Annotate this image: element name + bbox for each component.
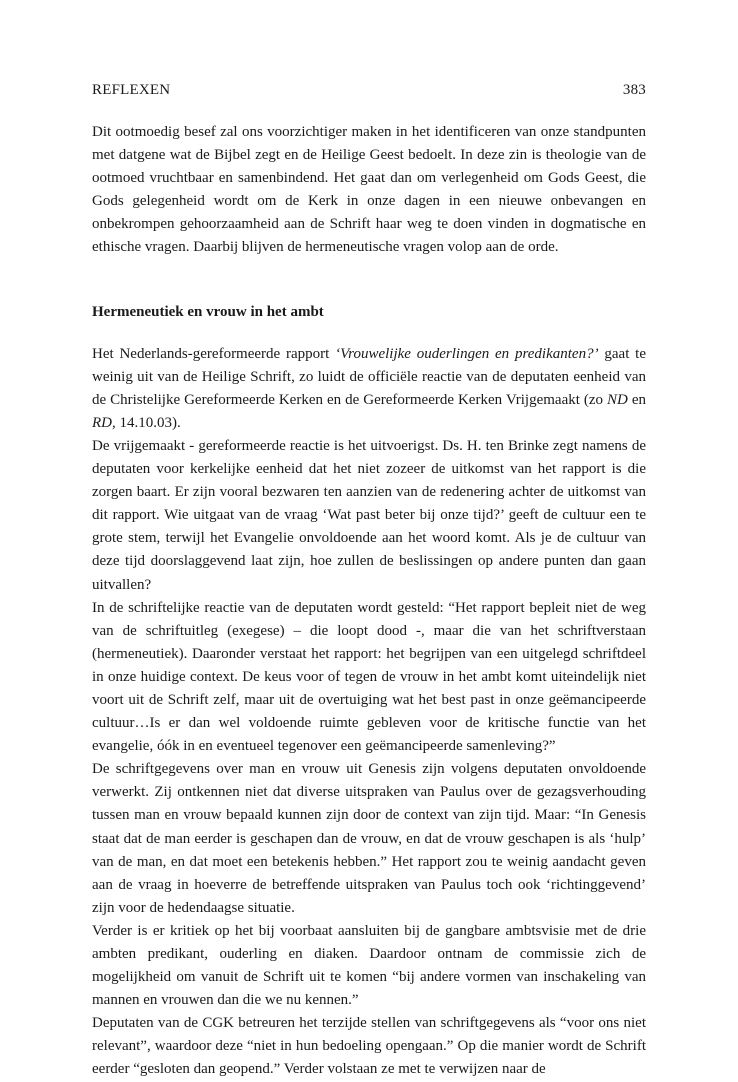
- intro-paragraph: Dit ootmoedig besef zal ons voorzichtiger maken in het identificeren van onze standpunten met datgene wat de Bijbel zegt en de Heilige Geest bedoelt. In deze zin is theologie van de ootmoed vruchtbaar en samenbindend. Het gaat dan om verlegenheid om Gods Geest, die Gods gelegenheid wordt om de Kerk in onze dagen in een nieuwe onbevangen en onbekrompen gehoorzaamheid aan de Schrift haar weg te doen vinden in dogmatische en ethische vragen. Daarbij blijven de hermeneutische vragen volop aan de orde.: [92, 124, 646, 256]
- report-title: ‘Vrouwelijke ouderlingen en predikanten?’: [335, 345, 599, 362]
- section-heading: Hermeneutiek en vrouw in het ambt: [92, 303, 324, 320]
- paragraph-cgk-deputies: Deputaten van de CGK betreuren het terzijde stellen van schriftgegevens als “voor ons niet relevant”, waardoor deze “niet in hun bedoeling opengaan.” Op die manier wordt de Schrift eerder “gesloten dan geopend.” Verder volstaan ze met te verwijzen naar de: [92, 1015, 646, 1078]
- page-number: 383: [622, 82, 646, 98]
- paragraph-report-reaction: [92, 343, 646, 435]
- source-nd: ND: [607, 391, 628, 408]
- book-page: [92, 80, 646, 1082]
- intro-section: [92, 121, 646, 260]
- p1-source-end: , 14.10.03).: [112, 414, 181, 431]
- paragraph-genesis: De schriftgegevens over man en vrouw uit Genesis zijn volgens deputaten onvoldoende verwerkt. Zij ontkennen niet dat diverse uitspraken van Paulus over de gezagsverhouding tussen man en vrouw bepaald kunnen zijn door de context van zijn tijd. Maar: “In Genesis staat dat de man eerder is geschapen dan de vrouw, en dat de vrouw geschapen is als ‘hulp’ van de man, en dat moet een betekenis hebben.” Het rapport zou te weinig aandacht geven aan de vraag in hoeverre de betreffende uitspraken van Paulus toch ook ‘richtinggevend’ zijn voor de hedendaagse situatie.: [92, 761, 646, 916]
- running-head: [92, 80, 646, 100]
- paragraph-ambtsvisie: Verder is er kritiek op het bij voorbaat aansluiten bij de gangbare ambtsvisie met de drie ambten predikant, ouderling en diaken. Daardoor ontnam de commissie zich de mogelijkheid om vanuit de Schrift uit te komen “bij andere vormen van inschakeling van mannen en vrouwen dan die we nu kennen.”: [92, 922, 646, 1009]
- paragraph-written-reaction: In de schriftelijke reactie van de deputaten wordt gesteld: “Het rapport bepleit niet de weg van de schriftuitleg (exegese) – die loopt dood -, maar die van het schriftverstaan (hermeneutiek). Daaronder verstaat het rapport: het begrijpen van een uitgelegd schriftdeel in onze huidige context. De keus voor of tegen de vrouw in het ambt komt uiteindelijk niet voort uit de Schrift zelf, maar uit de overtuiging wat het best past in onze geëmancipeerde cultuur…Is er dan wel voldoende ruimte gebleven voor de kritische functie van het evangelie, óók in en eventueel tegenover een geëmancipeerde samenleving?”: [92, 599, 646, 755]
- section-body: [92, 343, 646, 1082]
- p1-source-mid: en: [627, 391, 646, 408]
- paragraph-vrijgemaakt-reaction: De vrijgemaakt - gereformeerde reactie is het uitvoerigst. Ds. H. ten Brinke zegt namens de deputaten voor kerkelijke eenheid dat het niet zozeer de uitkomst van het rapport is die zorgen baart. Er zijn vooral bezwaren ten aanzien van de redenering achter de uitkomst van dit rapport. Wie uitgaat van de vraag ‘Wat past beter bij onze tijd?’ geeft de cultuur een te grote stem, terwijl het Evangelie onvoldoende aan het woord komt. Als je de cultuur van deze tijd doorslaggevend laat zijn, hoe zullen de beslissingen op andere punten dan gaan uitvallen?: [92, 437, 646, 593]
- source-rd: RD: [92, 414, 112, 431]
- p1-before-title: Het Nederlands-gereformeerde rapport: [92, 345, 336, 362]
- running-title: REFLEXEN: [92, 82, 171, 98]
- p1-after-title: gaat te weinig uit van de Heilige Schrift, zo luidt de officiële reactie van de deputaten eenheid van de Christelijke Gereformeerde Kerken en de Gereformeerde Kerken Vrijgemaakt (zo: [92, 345, 646, 408]
